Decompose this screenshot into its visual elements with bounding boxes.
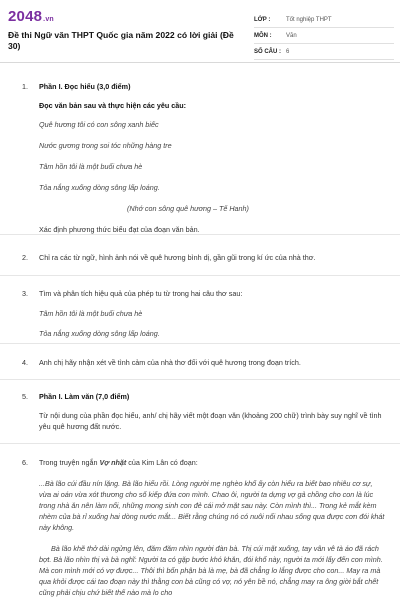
intro-suffix: của Kim Lân có đoạn: (126, 458, 198, 467)
section-heading: Phần I. Làm văn (7,0 điểm) (39, 392, 130, 401)
divider (0, 443, 400, 444)
poem-line: Tâm hồn tôi là một buổi chưa hè (39, 162, 143, 171)
question-text: Anh chị hãy nhận xét về tình cảm của nhà thơ đối với quê hương trong đoạn trích. (39, 358, 301, 367)
question-number: 4. (22, 358, 28, 367)
divider (0, 275, 400, 276)
poem-line: Tỏa nắng xuống dòng sông lấp loáng. (39, 329, 160, 338)
meta-key: SỐ CÂU : (254, 48, 281, 55)
exam-title: Đề thi Ngữ văn THPT Quốc gia năm 2022 có lời giải (Đề 30) (8, 30, 234, 51)
question-body (39, 253, 385, 263)
meta-value: Tốt nghiệp THPT (286, 16, 332, 23)
passage-paragraph: ...Bà lão cúi đầu nín lặng. Bà lão hiểu rồi. Lòng người mẹ nghèo khổ ấy còn hiểu ra biết bao nhiêu cơ sự, vừa ai oán vừa xót thương cho số kiếp đứa con mình. Chao ôi, người ta dựng vợ gả chồng cho con là lúc trong nhà ăn nên làm nổi, những mong sinh con đẻ cái mở mặt sau này. Còn mình thì... Trong kẻ mắt kèm nhèm của bà rỉ xuống hai dòng nước mắt... Biết rằng chúng nó có nuôi nổi nhau sống qua được cơn đói khát này không. (39, 479, 385, 532)
exam-meta (254, 12, 394, 60)
meta-key: LỚP : (254, 16, 271, 23)
question-number: 2. (22, 253, 28, 262)
logo-text: 2048 (8, 8, 43, 25)
meta-row-class (254, 12, 394, 28)
poem-line: Tâm hồn tôi là một buổi chưa hè (39, 309, 143, 318)
poem-source: (Nhớ con sông quê hương – Tế Hanh) (127, 204, 249, 213)
question-text: Chỉ ra các từ ngữ, hình ảnh nói về quê hương bình dị, gần gũi trong kí ức của nhà thơ. (39, 253, 316, 262)
divider (0, 234, 400, 235)
meta-key: MÔN : (254, 32, 272, 39)
poem-line: Quê hương tôi có con sông xanh biếc (39, 120, 159, 129)
instruction: Đọc văn bản sau và thực hiện các yêu cầu: (39, 101, 187, 110)
question-body (39, 392, 385, 432)
question-body (39, 82, 385, 235)
question-intro (39, 458, 385, 468)
question-number: 3. (22, 289, 28, 298)
meta-row-count (254, 44, 394, 60)
logo-suffix: .vn (43, 16, 54, 23)
question-body (39, 289, 385, 339)
divider (0, 343, 400, 344)
divider (0, 379, 400, 380)
poem-line: Nước gương trong soi tóc những hàng tre (39, 141, 172, 150)
meta-row-subject (254, 28, 394, 44)
question-text: Tìm và phân tích hiệu quả của phép tu từ trong hai câu thơ sau: (39, 289, 243, 298)
question-number: 5. (22, 392, 28, 401)
question-number: 1. (22, 82, 28, 91)
meta-value: Văn (286, 32, 297, 39)
work-title: Vợ nhặt (99, 458, 127, 467)
site-logo[interactable] (8, 8, 54, 25)
passage-paragraph: Bà lão khẽ thở dài ngửng lên, đăm đăm nhìn người đàn bà. Thị cúi mặt xuống, tay vân vê tà áo đã rách bợt. Bà lão nhìn thị và bà nghĩ: Người ta có gặp bước khó khăn, đói khổ này, người ta mới lấy đến con mình. Mà con mình mới có vợ được... Thôi thì bổn phận bà là mẹ, bà đã chẳng lo lắng được cho con... May ra mà qua khỏi được cái tao đoạn này thì thằng con bà cũng có vợ, nó yên bề nó, chẳng may ra ông giời bắt chết cũng phải chịu chứ biết thế nào mà lo cho (39, 544, 383, 597)
intro-prefix: Trong truyện ngắn (39, 458, 100, 467)
question-number: 6. (22, 458, 28, 467)
question-text: Từ nội dung của phần đọc hiểu, anh/ chị hãy viết một đoạn văn (khoảng 200 chữ) trình bày suy nghĩ về tình yêu quê hương đất nước. (39, 411, 382, 431)
page-header (0, 0, 400, 63)
question-text: Xác định phương thức biểu đạt của đoạn văn bản. (39, 225, 200, 234)
question-body (39, 358, 385, 368)
question-body (39, 458, 385, 598)
meta-value: 6 (286, 48, 290, 55)
poem-line: Tỏa nắng xuống dòng sông lấp loáng. (39, 183, 160, 192)
section-heading: Phần I. Đọc hiểu (3,0 điểm) (39, 82, 131, 91)
